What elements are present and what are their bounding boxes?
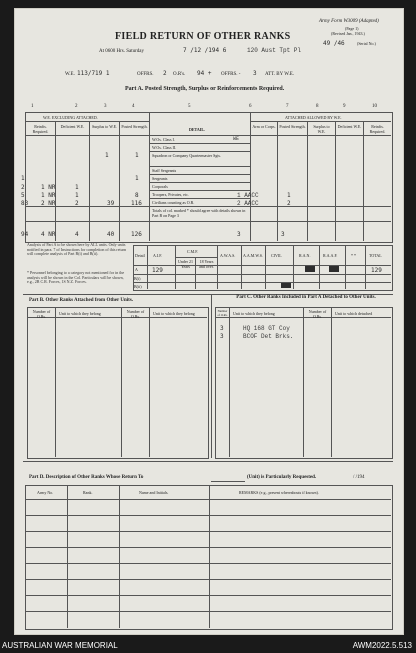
part-d-date: / /194: [353, 475, 365, 480]
an-civil: CIVIL: [271, 253, 282, 258]
col-num-1: 1: [31, 104, 34, 109]
hdr-posted-left: Posted Strength.: [121, 124, 148, 129]
an-ran: R.A.N.: [299, 253, 311, 258]
row7-c2: 2 NR: [41, 200, 56, 207]
we-mark: WE: [233, 136, 240, 142]
an-aif-value: 129: [152, 267, 163, 274]
row7-c4: 39: [107, 200, 115, 207]
att-label: ATT. BY W.E.: [265, 72, 295, 77]
b-hdr-unit-1: Unit to which they belong: [59, 311, 101, 316]
d-hdr-rank: Rank.: [83, 490, 93, 495]
part-d-title: Part D. Description of Other Ranks Whose Return To: [29, 475, 144, 480]
detail-row-6: Corporals: [152, 184, 168, 189]
date-prefix: At 0600 Hrs. Saturday: [99, 49, 144, 54]
col-num-7: 7: [286, 104, 289, 109]
an-stars: * *: [351, 253, 356, 258]
b-hdr-num-1: Number of O.Rs.: [32, 309, 51, 319]
serial-label: (Serial No.): [357, 41, 376, 46]
row4-c1: 1: [21, 175, 25, 182]
row4-c4: 1: [135, 175, 139, 182]
offrs-value: 2: [163, 70, 167, 77]
detail-row-4: Staff Sergeants: [152, 168, 177, 173]
detail-row-7: Troopers, Privates, etc.: [152, 192, 189, 197]
detail-row-8: Civilians counting as O.R.: [152, 200, 195, 205]
col-num-4: 4: [132, 104, 135, 109]
row7-c6: 2 AACC: [237, 200, 259, 207]
part-c-table: [215, 307, 393, 459]
d-hdr-remarks: REMARKS (e.g., present whereabouts if known).: [239, 490, 319, 495]
c-entry-1-unit: HQ 168 GT Coy: [243, 325, 290, 332]
row6-c3: 1: [75, 192, 79, 199]
col-num-2: 2: [75, 104, 78, 109]
part-a-title: Part A. Posted Strength, Surplus or Reinforcements Required.: [125, 86, 285, 92]
row5-c3: 1: [75, 184, 79, 191]
part-a-table: [25, 112, 393, 243]
col-num-8: 8: [316, 104, 319, 109]
we-value: 113/719 1: [77, 70, 110, 77]
col-num-6: 6: [249, 104, 252, 109]
detail-row-2: W.Os. Class II.: [152, 145, 177, 150]
row6-c6: 1 AACC: [237, 192, 259, 199]
row5-c1: 2: [21, 184, 25, 191]
row7-c4b: 116: [131, 200, 142, 207]
d-hdr-army-no: Army No.: [37, 490, 54, 495]
blacked-cell-ran: [305, 266, 315, 272]
c-entry-1-num: 3: [220, 325, 224, 332]
hdr-surplus-right: Surplus to W.E.: [313, 124, 330, 134]
hdr-reinfts-left: Reinfts. Required.: [32, 124, 49, 134]
total-c4: 126: [131, 231, 142, 238]
col-num-9: 9: [343, 104, 346, 109]
b-hdr-num-2: Number of O.Rs.: [126, 309, 145, 319]
serial-value: 49 /46: [323, 40, 345, 47]
hdr-posted-right: Posted Strength.: [279, 124, 306, 129]
an-cmf: C.M.F.: [187, 249, 199, 254]
c-entry-2-unit: BCOF Det Brks.: [243, 333, 294, 340]
totals-detail: Totals of col. marked * should agree with details shown in Part B on Page 3: [152, 208, 246, 218]
offrs2-label: OFFRS. -: [221, 72, 241, 77]
an-row-bi: B(i): [134, 276, 141, 281]
we-label: W.E.: [65, 72, 75, 77]
an-raaf: R.A.A.F.: [323, 253, 338, 258]
col-num-10: 10: [372, 104, 377, 109]
left-group-header: W.E. EXCLUDING ATTACHED.: [43, 115, 98, 120]
an-row-bii: B(ii): [134, 284, 142, 289]
detail-row-3: Squadron or Company Quartermaster Sgts.: [152, 153, 221, 158]
date-value: 7 /12 /194 6: [183, 47, 227, 54]
an-detail: Detail: [135, 253, 145, 258]
total-c6: 3: [237, 231, 241, 238]
or-value: 94 +: [197, 70, 212, 77]
caption-right: AWM2022.5.513: [352, 641, 412, 650]
c-hdr-unit-1: Unit to which they belong: [233, 311, 275, 316]
form-title: FIELD RETURN OF OTHER RANKS: [115, 31, 291, 42]
detail-row-5: Sergeants: [152, 176, 168, 181]
an-cmf-under: Under 21 Years: [178, 259, 193, 269]
part-b-title: Part B. Other Ranks Attached from Other Units.: [29, 298, 134, 303]
row7-c7: 2: [287, 200, 291, 207]
detail-row-1: W.Os. Class I.: [152, 137, 175, 142]
hdr-deficient-left: Deficient W.E.: [60, 124, 85, 129]
hdr-surplus-left: Surplus to W.E.: [91, 124, 118, 129]
an-awas: A.W.A.S.: [220, 253, 236, 258]
part-d-unit: (Unit) is Particularly Requested.: [247, 475, 317, 480]
row6-c1: 5: [21, 192, 25, 199]
hdr-deficient-right: Deficient W.E.: [337, 124, 362, 129]
an-total-value: 129: [371, 267, 382, 274]
c-hdr-num-1: Number of O.Rs.: [217, 309, 228, 317]
offrs2-value: 3: [253, 70, 257, 77]
total-c3b: 40: [107, 231, 115, 238]
col-num-5: 5: [188, 104, 191, 109]
hdr-detail: DETAIL.: [189, 127, 206, 132]
caption-left: AUSTRALIAN WAR MEMORIAL: [2, 641, 118, 650]
total-c1: 94: [21, 231, 29, 238]
hdr-reinfts-right: Reinfts. Required.: [369, 124, 386, 134]
analysis-note: Analysis of Part A to be shown here by ALL units. Only units notified in para. 7 of Instructions for completion of this return will complete analysis of Part B(i) and B(ii).: [27, 243, 126, 257]
part-c-title: Part C. Other Ranks Included in Part A Detached to Other Units.: [236, 295, 376, 300]
form-ref-line1: Army Form W3009 (Adapted): [319, 19, 379, 24]
c-hdr-num-2: Number of O.Rs.: [308, 309, 327, 319]
b-hdr-unit-2: Unit to which they belong: [153, 311, 195, 316]
c-hdr-unit-2: Unit to which detached: [335, 311, 373, 316]
an-aamws: A.A.M.W.S.: [243, 253, 263, 258]
analysis-table: [133, 245, 393, 291]
row7-c1: 83: [21, 200, 29, 207]
offrs-label: OFFRS.: [137, 72, 154, 77]
total-c3: 4: [75, 231, 79, 238]
unit-value: 120 Aust Tpt Pl: [247, 47, 302, 54]
an-row-a: A: [135, 267, 138, 272]
an-aif: A.I.F.: [153, 253, 163, 258]
total-c2: 4 NR: [41, 231, 56, 238]
analysis-note-2: * Personnel belonging to a category not mentioned for in the analysis will be shown in the Col. Particulars will be shown, e.g., 2B C.R. Forces, 1S N.Z. Forces.: [27, 271, 125, 285]
d-hdr-name: Name and Initials.: [139, 490, 169, 495]
hdr-arm: Arm or Corps.: [252, 124, 276, 129]
row5-c2: 1 NR: [41, 184, 56, 191]
form-ref-line3: (Revised Jan., 1943.): [331, 31, 365, 36]
row6-c4: 8: [135, 192, 139, 199]
c-entry-2-num: 3: [220, 333, 224, 340]
total-c7: 3: [281, 231, 285, 238]
row2-c3: 1: [105, 152, 109, 159]
row7-c3: 2: [75, 200, 79, 207]
blacked-cell-raaf: [329, 266, 339, 272]
form-ref-line2: (Page 1): [345, 26, 359, 31]
col-num-3: 3: [104, 104, 107, 109]
right-group-header: ATTACHED ALLOWED BY W.E.: [285, 115, 342, 120]
or-label: O.R's.: [173, 72, 186, 77]
row2-c4: 1: [135, 152, 139, 159]
row6-c7: 1: [287, 192, 291, 199]
row6-c2: 1 NR: [41, 192, 56, 199]
form-page: [14, 8, 404, 635]
blacked-cell-civil: [281, 283, 291, 288]
an-total: TOTAL: [369, 253, 382, 258]
an-cmf-over: 18 Years and over.: [199, 259, 214, 269]
